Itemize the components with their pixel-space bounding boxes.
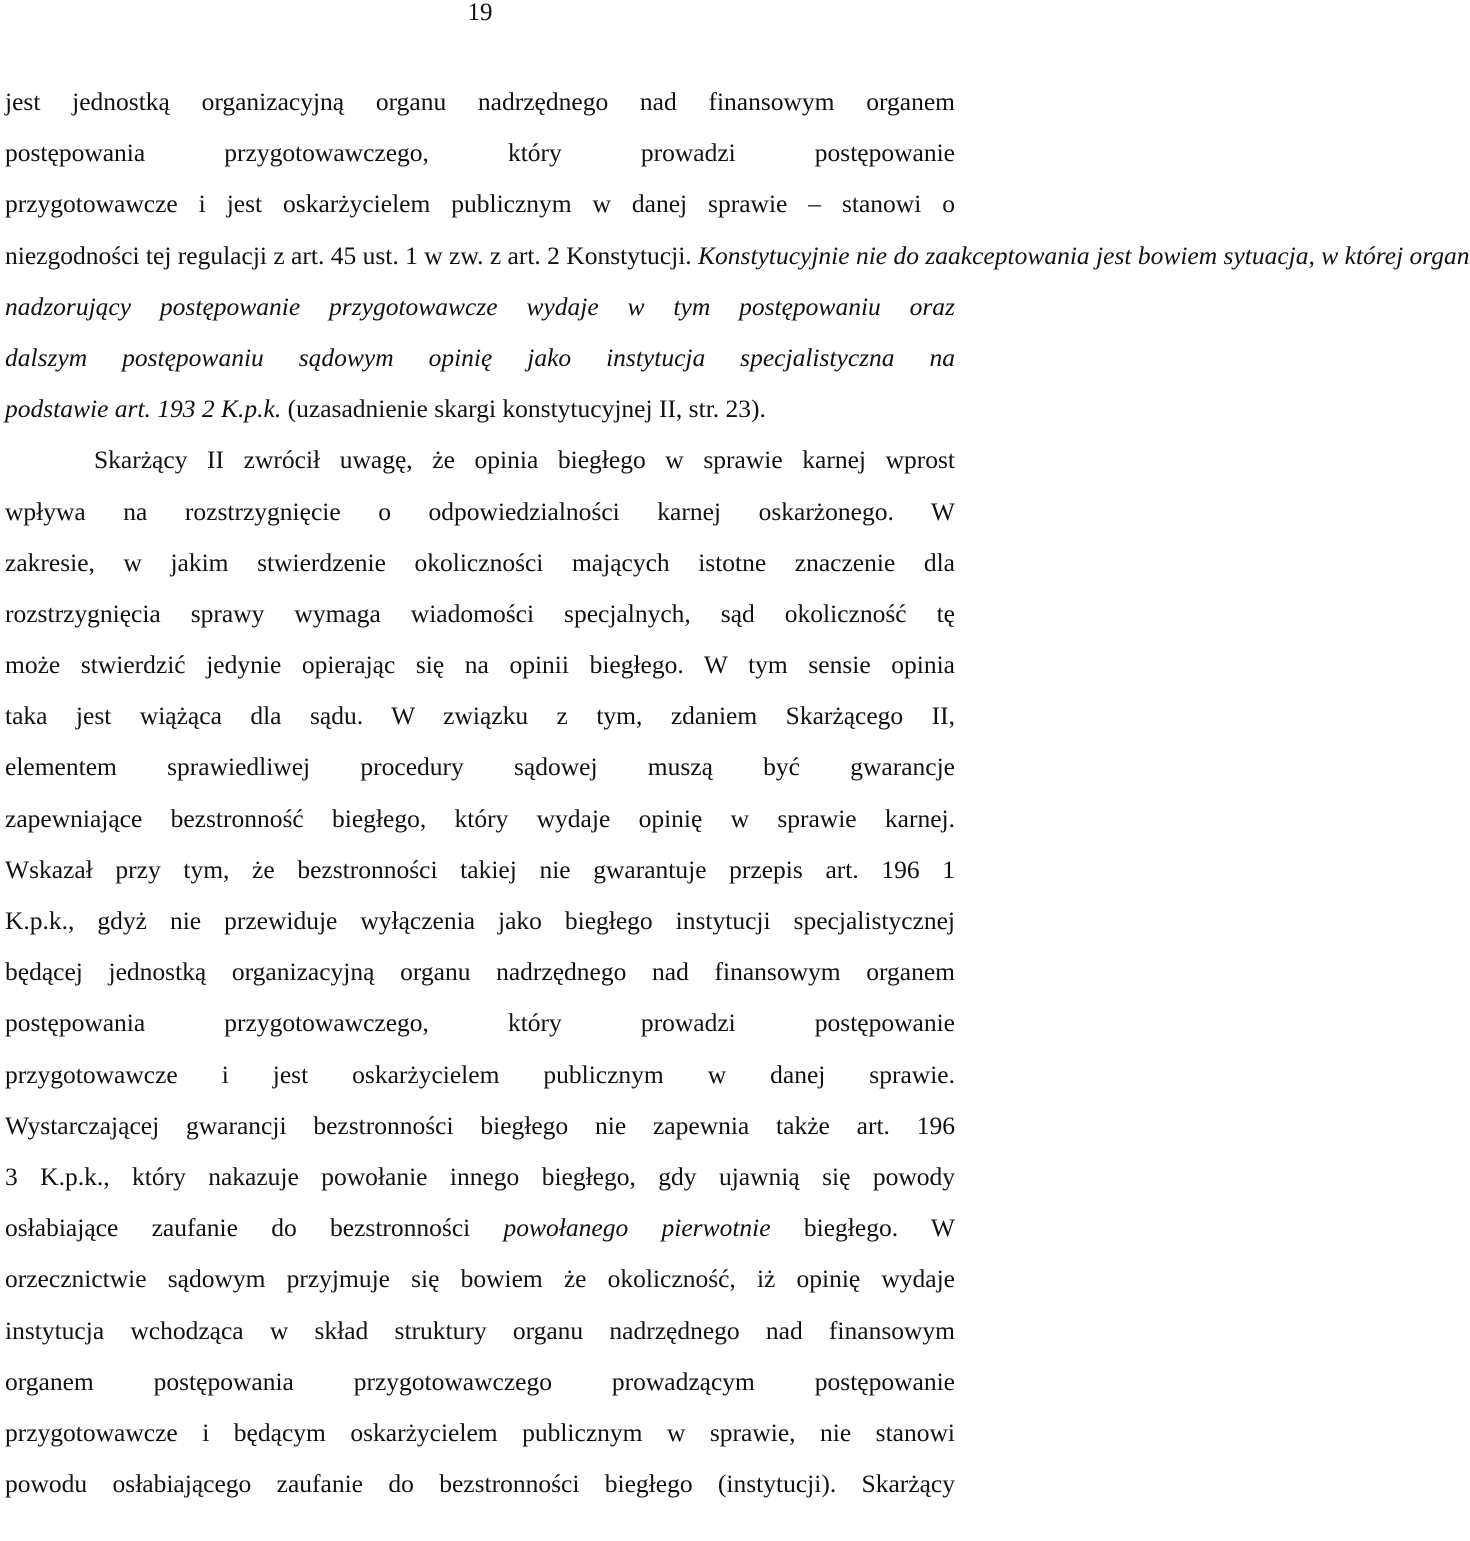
text-segment: niezgodności tej regulacji z art. 45 ust. 1 w zw. z art. 2 Konstytucji. [5,240,699,270]
italic-text-segment: podstawie art. 193 2 K.p.k. [5,394,282,424]
text-segment: Wskazał przy tym, że bezstronności takiej nie gwarantuje przepis art. 196 1 [5,854,955,884]
text-segment: elementem sprawiedliwej procedury sądowej muszą być gwarancje [5,752,955,782]
text-line [5,1202,955,1253]
text-segment: przygotowawcze i jest oskarżycielem publicznym w danej sprawie. [5,1059,955,1089]
text-segment: przygotowawcze i jest oskarżycielem publicznym w danej sprawie – stanowi o [5,189,955,219]
text-line [5,1151,955,1202]
text-line [5,588,955,639]
text-segment: biegłego. W [770,1213,955,1243]
text-segment: instytucja wchodząca w skład struktury organu nadrzędnego nad finansowym [5,1315,955,1345]
text-segment: Wystarczającej gwarancji bezstronności biegłego nie zapewnia także art. 196 [5,1110,955,1140]
text-segment: powodu osłabiającego zaufanie do bezstronności biegłego (instytucji). Skarżący [5,1469,955,1499]
italic-text-segment: Konstytucyjnie nie do zaakceptowania jest bowiem sytuacja, w której organ [698,240,1470,270]
text-segment: postępowania przygotowawczego, który prowadzi postępowanie [5,138,955,168]
text-segment: będącej jednostką organizacyjną organu nadrzędnego nad finansowym organem [5,957,955,987]
text-line [5,1458,955,1509]
text-line [5,1305,955,1356]
text-segment: orzecznictwie sądowym przyjmuje się bowiem że okoliczność, iż opinię wydaje [5,1264,955,1294]
text-line [5,895,955,946]
text-segment: przygotowawcze i będącym oskarżycielem publicznym w sprawie, nie stanowi [5,1417,955,1447]
text-segment: postępowania przygotowawczego, który prowadzi postępowanie [5,1008,955,1038]
text-line [5,486,955,537]
text-segment: zapewniające bezstronność biegłego, który wydaje opinię w sprawie karnej. [5,803,955,833]
text-line [5,1049,955,1100]
text-segment: może stwierdzić jedynie opierając się na opinii biegłego. W tym sensie opinia [5,650,955,680]
text-segment: rozstrzygnięcia sprawy wymaga wiadomości specjalnych, sąd okoliczność tę [5,598,955,628]
text-line [5,997,955,1048]
text-line [5,537,955,588]
text-segment: (uzasadnienie skargi konstytucyjnej II, str. 23). [281,394,766,424]
text-segment: Skarżący II zwrócił uwagę, że opinia biegłego w sprawie karnej wprost [94,445,955,475]
text-line [5,332,955,383]
text-line [5,1356,955,1407]
text-line [5,434,955,485]
text-line [5,639,955,690]
italic-text-segment: dalszym postępowaniu sądowym opinię jako instytucja specjalistyczna na [5,342,955,372]
text-line [5,1253,955,1304]
text-line [5,230,1470,281]
body-text [5,76,1470,1509]
text-segment: wpływa na rozstrzygnięcie o odpowiedzialności karnej oskarżonego. W [5,496,955,526]
text-line [5,1407,955,1458]
text-line [5,690,955,741]
text-line [5,946,955,997]
text-line [5,178,955,229]
text-segment: jest jednostką organizacyjną organu nadrzędnego nad finansowym organem [5,87,955,116]
text-segment: taka jest wiążąca dla sądu. W związku z tym, zdaniem Skarżącego II, [5,701,955,731]
page-number: 19 [467,0,493,26]
text-line [5,127,955,178]
text-line [5,383,955,434]
italic-text-segment: nadzorujący postępowanie przygotowawcze wydaje w tym postępowaniu oraz [5,291,955,321]
text-line [5,76,955,127]
text-segment: K.p.k., gdyż nie przewiduje wyłączenia jako biegłego instytucji specjalistycznej [5,906,955,935]
text-line [5,793,955,844]
text-segment: organem postępowania przygotowawczego prowadzącym postępowanie [5,1366,955,1396]
text-segment: 3 K.p.k., który nakazuje powołanie innego biegłego, gdy ujawnią się powody [5,1161,955,1191]
text-line [5,1100,955,1151]
text-line [5,281,955,332]
text-segment: osłabiające zaufanie do bezstronności [5,1213,504,1243]
text-line [5,844,955,895]
italic-text-segment: powołanego pierwotnie [503,1213,771,1243]
text-line [5,741,955,792]
text-segment: zakresie, w jakim stwierdzenie okoliczności mających istotne znaczenie dla [5,547,955,577]
